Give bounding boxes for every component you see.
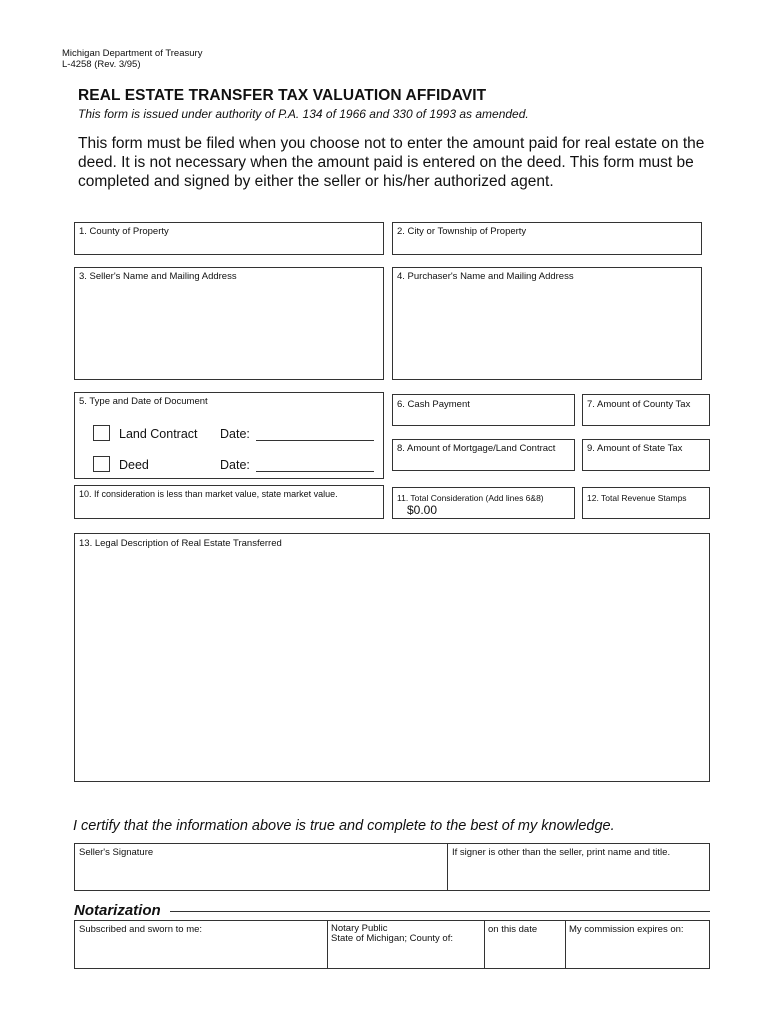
land-contract-date-line[interactable]: [256, 440, 374, 441]
notarization-heading: Notarization: [74, 902, 161, 919]
subscribed-label: Subscribed and sworn to me:: [79, 924, 203, 935]
notary-public-label: Notary Public: [331, 923, 388, 934]
form-id: L-4258 (Rev. 3/95): [62, 59, 141, 70]
seller-label: 3. Seller's Name and Mailing Address: [79, 271, 237, 282]
form-title: REAL ESTATE TRANSFER TAX VALUATION AFFIDAVIT: [78, 87, 487, 104]
legal-description-label: 13. Legal Description of Real Estate Transferred: [79, 538, 282, 549]
market-value-field[interactable]: [74, 485, 384, 519]
cash-payment-field[interactable]: [392, 394, 575, 426]
purchaser-label: 4. Purchaser's Name and Mailing Address: [397, 271, 574, 282]
certification-statement: I certify that the information above is true and complete to the best of my knowledge.: [73, 818, 615, 834]
legal-description-field[interactable]: [74, 533, 710, 782]
county-tax-label: 7. Amount of County Tax: [587, 399, 691, 410]
county-tax-field[interactable]: [582, 394, 710, 426]
purchaser-field[interactable]: [392, 267, 702, 380]
date-divider: [484, 921, 485, 968]
agency-name: Michigan Department of Treasury: [62, 48, 203, 59]
notarization-rule: [170, 911, 710, 912]
notary-divider: [327, 921, 328, 968]
signer-other-label: If signer is other than the seller, print name and title.: [452, 847, 671, 858]
notary-county-label: State of Michigan; County of:: [331, 933, 453, 944]
doc-type-label: 5. Type and Date of Document: [79, 396, 208, 407]
notarization-box: [74, 920, 710, 969]
cash-payment-label: 6. Cash Payment: [397, 399, 470, 410]
seller-signature-label: Seller's Signature: [79, 847, 154, 858]
signature-divider: [447, 844, 448, 890]
deed-date-label: Date:: [220, 458, 250, 472]
market-value-label: 10. If consideration is less than market value, state market value.: [79, 489, 338, 499]
total-consideration-label: 11. Total Consideration (Add lines 6&8): [397, 493, 544, 503]
mortgage-field[interactable]: [392, 439, 575, 471]
commission-divider: [565, 921, 566, 968]
land-contract-checkbox[interactable]: [93, 425, 110, 441]
form-subtitle: This form is issued under authority of P.A. 134 of 1966 and 330 of 1993 as amended.: [78, 107, 529, 121]
mortgage-label: 8. Amount of Mortgage/Land Contract: [397, 443, 556, 454]
city-field[interactable]: [392, 222, 702, 255]
seller-signature-input[interactable]: [78, 860, 442, 888]
deed-checkbox[interactable]: [93, 456, 110, 472]
signer-name-title-input[interactable]: [450, 860, 706, 888]
county-label: 1. County of Property: [79, 226, 169, 237]
deed-date-line[interactable]: [256, 471, 374, 472]
commission-label: My commission expires on:: [569, 924, 684, 935]
revenue-stamps-field[interactable]: [582, 487, 710, 519]
seller-field[interactable]: [74, 267, 384, 380]
land-contract-label: Land Contract: [119, 427, 198, 441]
state-tax-field[interactable]: [582, 439, 710, 471]
total-consideration-field[interactable]: [392, 487, 575, 519]
intro-text: This form must be filed when you choose not to enter the amount paid for real estate on the deed. It is not necessary when the amount paid is entered on the deed. This form must be completed and signed by either the seller or his/her authorized agent.: [78, 135, 705, 190]
city-label: 2. City or Township of Property: [397, 226, 527, 237]
state-tax-label: 9. Amount of State Tax: [587, 443, 683, 454]
county-field[interactable]: [74, 222, 384, 255]
deed-label: Deed: [119, 458, 149, 472]
notary-date-label: on this date: [488, 924, 538, 935]
land-contract-date-label: Date:: [220, 427, 250, 441]
revenue-stamps-label: 12. Total Revenue Stamps: [587, 493, 687, 503]
total-consideration-value: $0.00: [407, 503, 438, 517]
